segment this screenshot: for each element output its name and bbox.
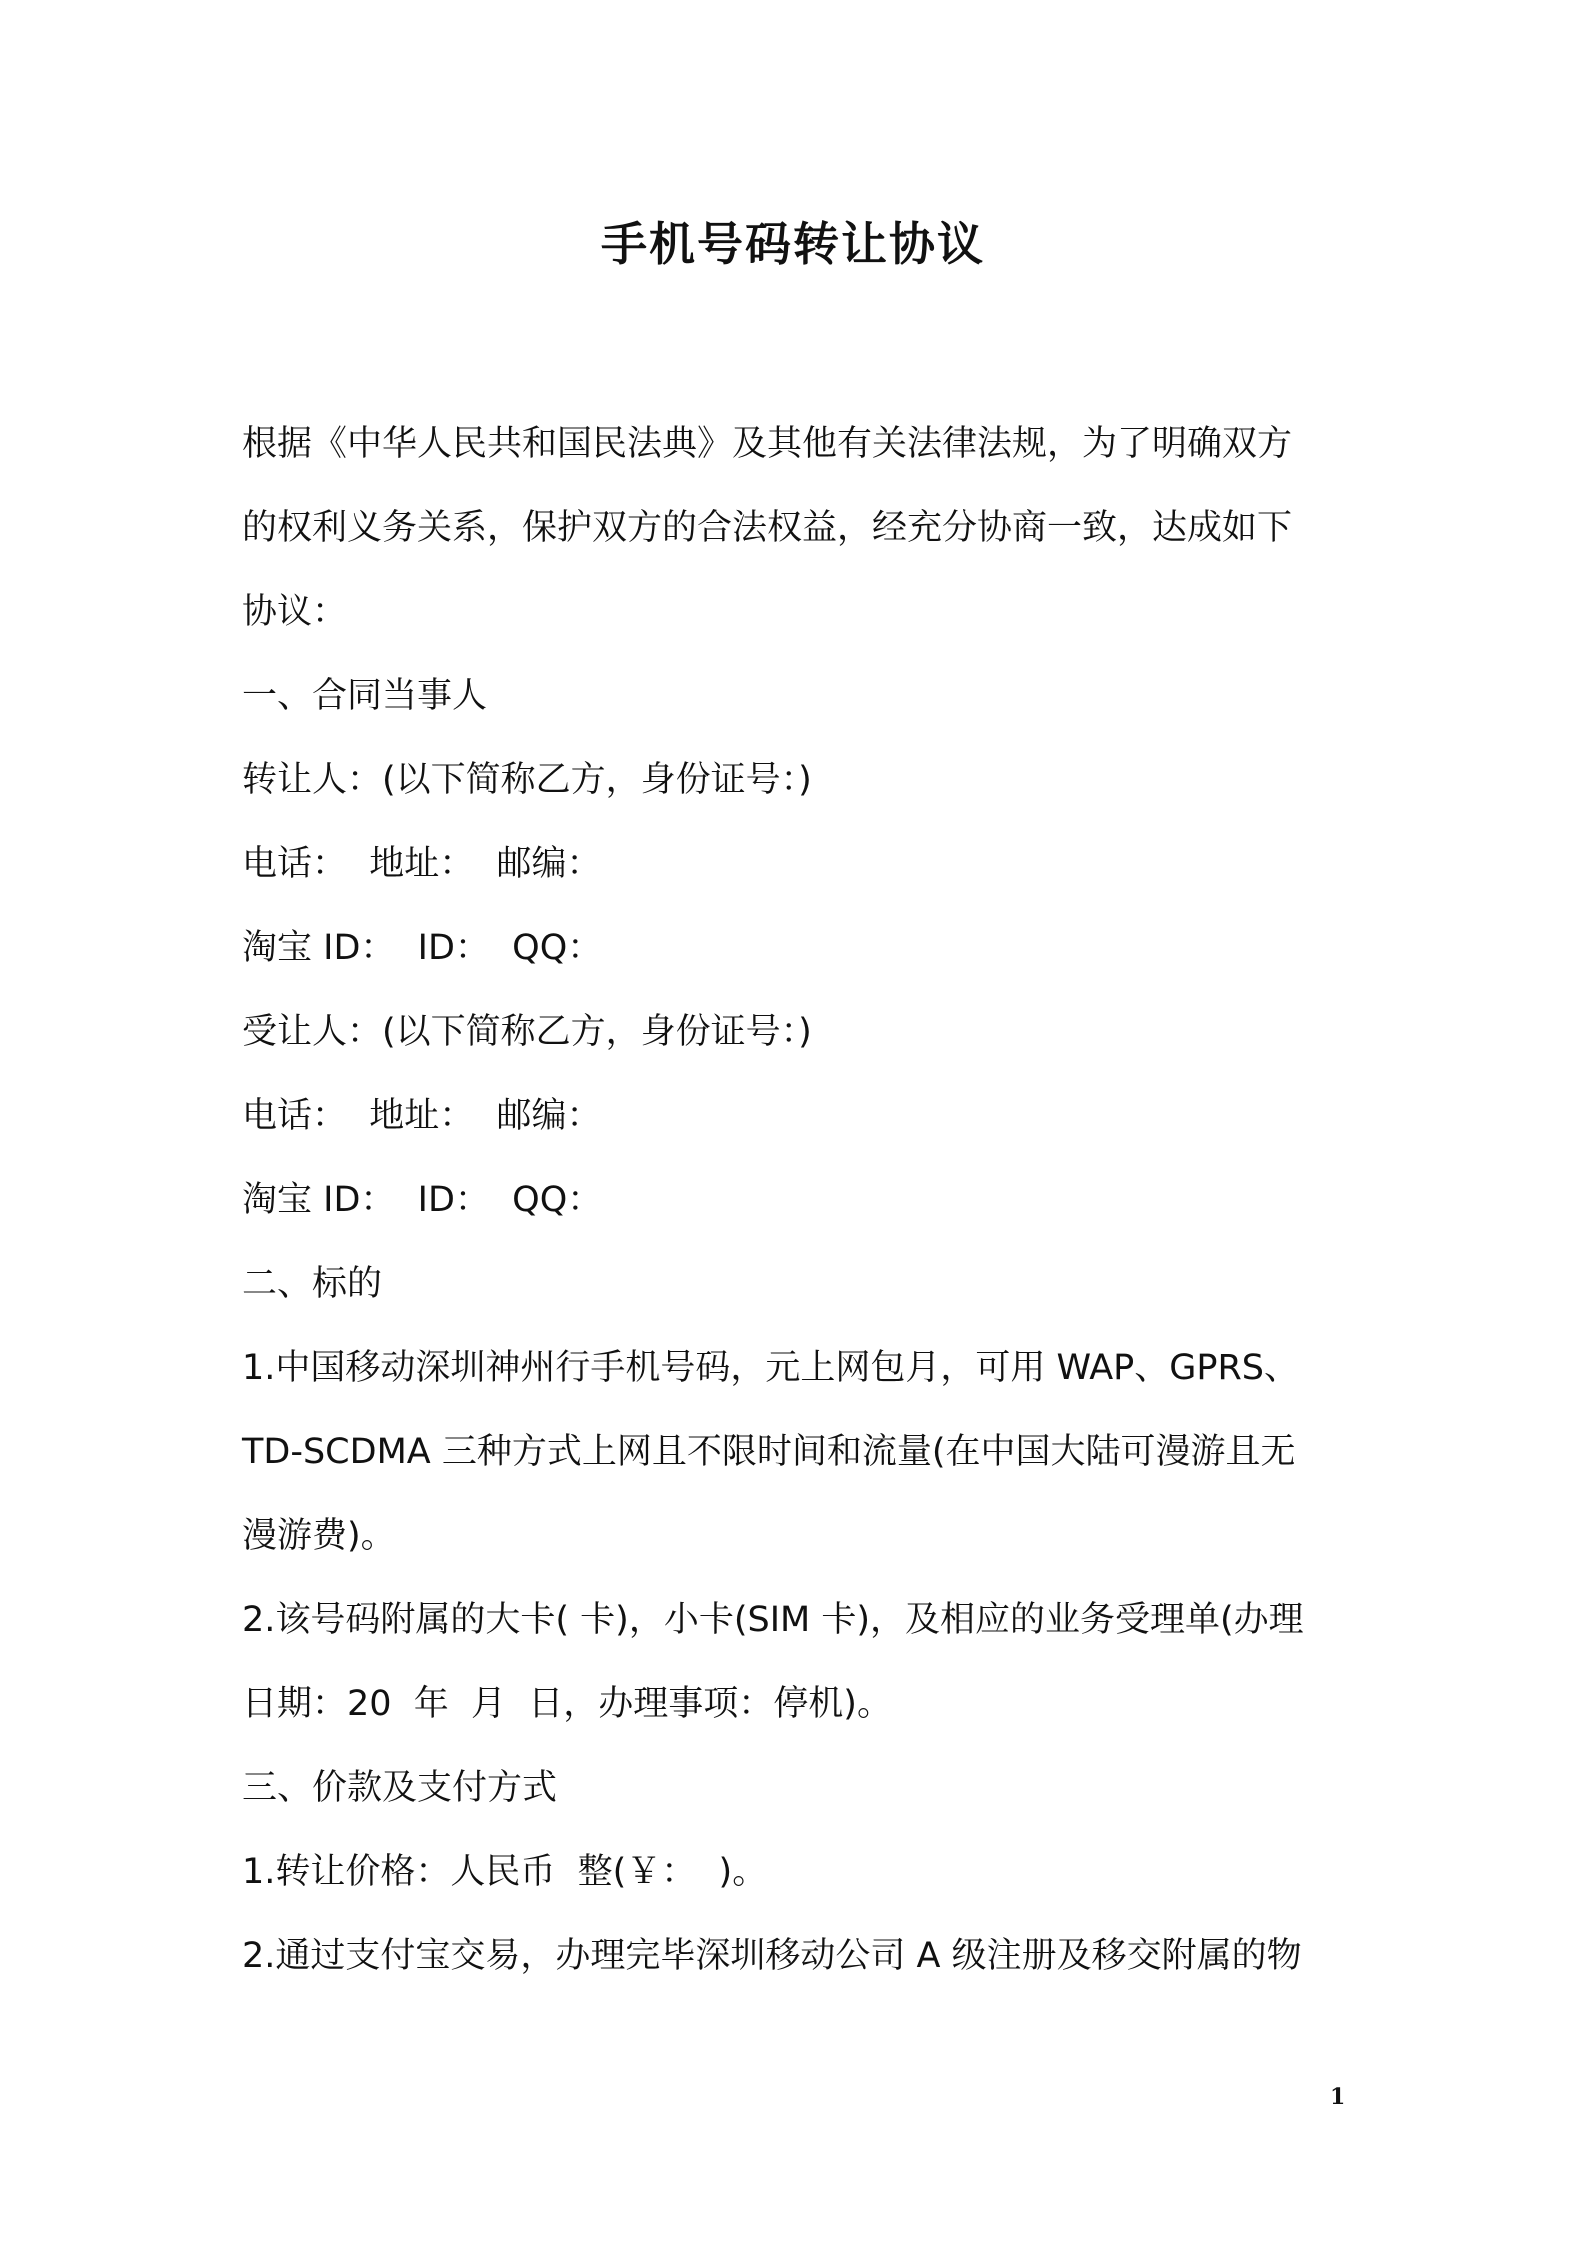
page-number: 1 [1330, 2084, 1346, 2110]
paragraph-intro-line-2: 的权利义务关系，保护双方的合法权益，经充分协商一致，达成如下 [242, 508, 1293, 548]
payment-item-2: 2.通过支付宝交易，办理完毕深圳移动公司 A 级注册及移交附属的物 [242, 1936, 1302, 1976]
transferee-line: 受让人：(以下简称乙方，身份证号：) [242, 1012, 812, 1052]
subject-item-1-line-2: TD-SCDMA 三种方式上网且不限时间和流量(在中国大陆可漫游且无 [242, 1432, 1296, 1472]
subject-item-1-line-3: 漫游费)。 [242, 1516, 396, 1556]
section-heading-payment: 三、价款及支付方式 [242, 1768, 558, 1808]
section-heading-subject: 二、标的 [242, 1264, 383, 1304]
transferor-ids-line: 淘宝 ID： ID： QQ： [242, 928, 603, 968]
document-title: 手机号码转让协议 [601, 217, 985, 271]
paragraph-intro-line-1: 根据《中华人民共和国民法典》及其他有关法律法规，为了明确双方 [242, 424, 1293, 464]
transferor-contact-line: 电话： 地址： 邮编： [242, 844, 602, 884]
payment-item-1: 1.转让价格：人民币 整(￥： )。 [242, 1852, 768, 1892]
paragraph-intro-line-3: 协议： [242, 592, 348, 632]
section-heading-parties: 一、合同当事人 [242, 676, 488, 716]
transferee-ids-line: 淘宝 ID： ID： QQ： [242, 1180, 603, 1220]
subject-item-2-line-2: 日期：20 年 月 日，办理事项：停机)。 [242, 1684, 892, 1724]
transferor-line: 转让人：(以下简称乙方，身份证号：) [242, 760, 812, 800]
subject-item-1-line-1: 1.中国移动深圳神州行手机号码，元上网包月，可用 WAP、GPRS、 [242, 1348, 1300, 1388]
subject-item-2-line-1: 2.该号码附属的大卡( 卡)，小卡(SIM 卡)，及相应的业务受理单(办理 [242, 1600, 1304, 1640]
transferee-contact-line: 电话： 地址： 邮编： [242, 1096, 602, 1136]
